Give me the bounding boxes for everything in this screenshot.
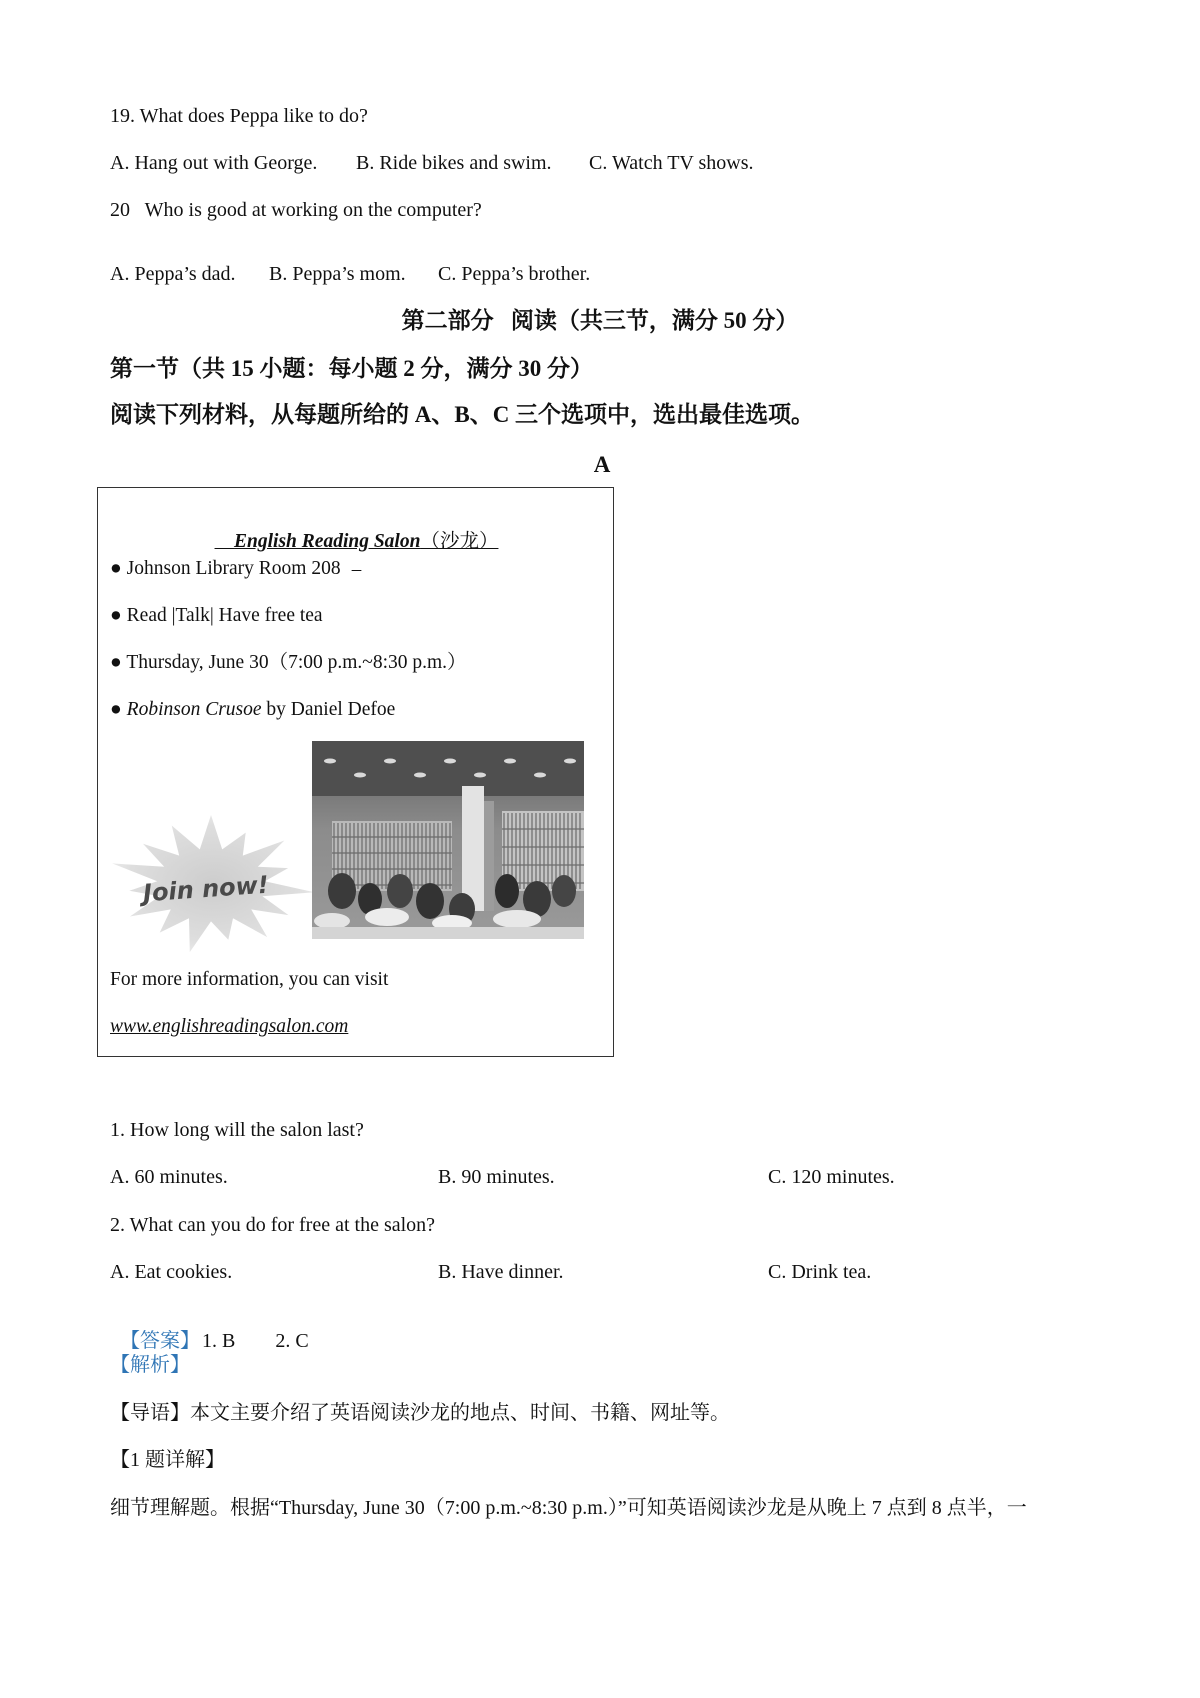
- q1-detail-text: 细节理解题。根据“Thursday, June 30（7:00 p.m.~8:30 p.m.）”可知英语阅读沙龙是从晚上 7 点到 8 点半，一: [110, 1497, 1027, 1519]
- join-now-badge: [106, 811, 336, 961]
- q1-option-b: B. 90 minutes.: [438, 1166, 555, 1188]
- bullet-icon: ●: [110, 699, 122, 720]
- question-19: 19. What does Peppa like to do?: [110, 105, 368, 127]
- answer-label: 【答案】: [120, 1330, 200, 1352]
- section1-title: 第一节（共 15 小题：每小题 2 分，满分 30 分）: [110, 356, 593, 381]
- q2-option-c: C. Drink tea.: [768, 1261, 872, 1283]
- part2-title: 第二部分 阅读（共三节，满分 50 分）: [401, 308, 799, 333]
- bullet-icon: ●: [110, 558, 122, 579]
- salon-title-cn: （沙龙）: [420, 531, 499, 552]
- q1-option-c: C. 120 minutes.: [768, 1166, 895, 1188]
- q2-option-a: A. Eat cookies.: [110, 1261, 233, 1283]
- bullet-place: [110, 558, 341, 580]
- book-author: by Daniel Defoe: [261, 699, 396, 720]
- q20-option-a: A. Peppa’s dad.: [110, 263, 236, 285]
- passage-label: A: [593, 452, 611, 477]
- bullet-icon: ●: [110, 605, 122, 626]
- answer-1: 1. B: [202, 1330, 236, 1352]
- salon-title-en: English Reading Salon: [234, 531, 421, 552]
- q19-option-a: A. Hang out with George.: [110, 152, 318, 174]
- bullet-activities: [110, 605, 323, 627]
- bullet-book: [110, 699, 395, 721]
- time-text: Thursday, June 30（7:00 p.m.~8:30 p.m.）: [126, 652, 467, 673]
- question-2: 2. What can you do for free at the salon?: [110, 1214, 436, 1236]
- q2-option-b: B. Have dinner.: [438, 1261, 564, 1283]
- bullet-icon: ●: [110, 652, 122, 673]
- answer-line: [110, 1308, 309, 1352]
- library-photo: [312, 741, 584, 939]
- q19-option-c: C. Watch TV shows.: [589, 152, 754, 174]
- answer-2: 2. C: [275, 1330, 309, 1352]
- salon-website-link[interactable]: www.englishreadingsalon.com: [110, 1016, 349, 1037]
- q19-option-b: B. Ride bikes and swim.: [356, 152, 552, 174]
- q20-option-c: C. Peppa’s brother.: [438, 263, 591, 285]
- more-info-text: For more information, you can visit: [110, 969, 389, 990]
- question-20: 20 Who is good at working on the computer?: [110, 199, 482, 221]
- q20-option-b: B. Peppa’s mom.: [269, 263, 406, 285]
- q1-option-a: A. 60 minutes.: [110, 1166, 228, 1188]
- activities-text: Read |Talk| Have free tea: [126, 605, 323, 626]
- question-1: 1. How long will the salon last?: [110, 1119, 364, 1141]
- salon-notice-box: [97, 487, 614, 1057]
- bullet-time: [110, 652, 467, 674]
- join-now-text: Join now!: [142, 870, 270, 908]
- q1-detail-heading: 【1 题详解】: [110, 1449, 225, 1471]
- analysis-intro: 【导语】本文主要介绍了英语阅读沙龙的地点、时间、书籍、网址等。: [110, 1402, 730, 1424]
- place-text: Johnson Library Room 208: [126, 558, 341, 579]
- book-title: Robinson Crusoe: [126, 699, 262, 720]
- analysis-label: 【解析】: [110, 1354, 190, 1376]
- reading-instruction: 阅读下列材料，从每题所给的 A、B、C 三个选项中，选出最佳选项。: [110, 402, 815, 427]
